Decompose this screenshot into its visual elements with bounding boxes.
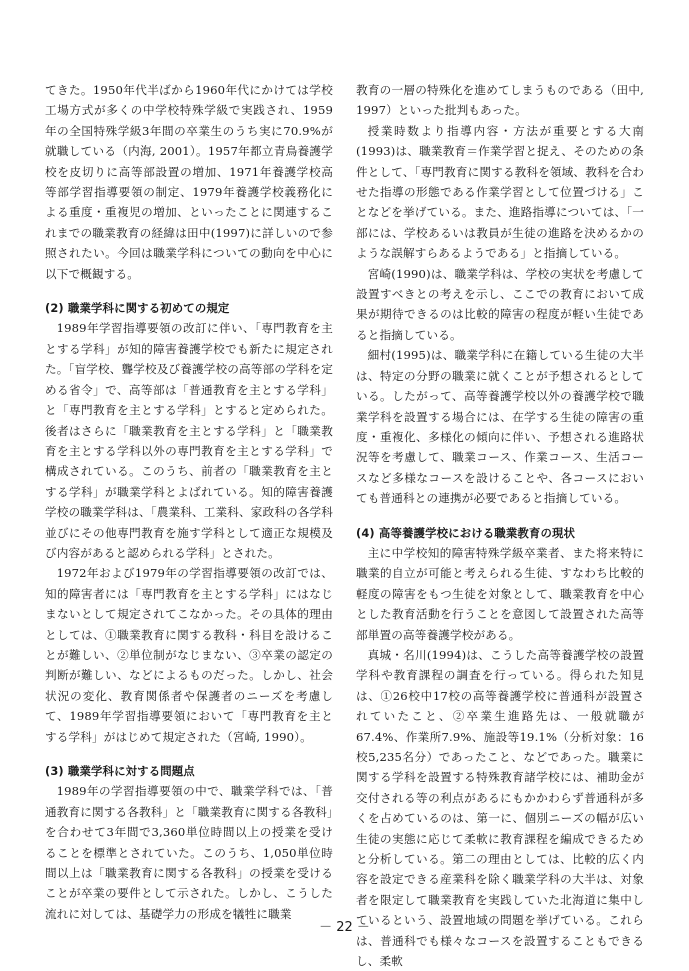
right-column	[356, 80, 644, 971]
paragraph: 1972年および1979年の学習指導要領の改訂では、知的障害者には「専門教育を主とする学科」にはなじまないとして規定されてこなかった。その具体的理由としては、①職業教育に関する教科・科目を設けることが難しい、②単位制がなじまない、③卒業の認定の判断が難しい、などによるものだった。しかし、社会状況の変化、教育関係者や保護者のニーズを考慮して、1989年学習指導要領において「専門教育を主とする学科」がはじめて規定された（宮崎, 1990）。	[45, 566, 333, 744]
paragraph: 宮崎(1990)は、職業学科は、学校の実状を考慮して設置すべきとの考えを示し、ここでの教育において成果が期待できるのは比較的障害の程度が軽い生徒であると指摘している。	[356, 266, 644, 342]
paragraph: 真城・名川(1994)は、こうした高等養護学校の設置学科や教育課程の調査を行っている。得られた知見は、①26校中17校の高等養護学校に普通科が設置されていたこと、②卒業生進路先は、一般就職が67.4%、作業所7.9%、施設等19.1%（分析対象：16校5,235名分）であったこと、などであった。職業に関する学科を設置する特殊教育諸学校には、補助金が交付される等の利点があるにもかかわらず普通科が多くを占めているのは、第一に、個別ニーズの幅が広い生徒の実態に応じて柔軟に教育課程を編成できるためと分析している。第二の理由としては、比較的広く内容を設定できる産業科を除く職業学科の大半は、対象者を限定して職業教育を実践していた北海道に集中しているという、設置地域の問題を挙げている。これらは、普通科でも様々なコースを設置することもできるし、柔軟	[356, 647, 644, 969]
page-number: － 22 －	[319, 920, 370, 935]
paragraph: 主に中学校知的障害特殊学級卒業者、また将来特に職業的自立が可能と考えられる生徒、すなわち比較的軽度の障害をもつ生徒を対象として、職業教育を中心とした教育活動を行うことを意図して設置された高等部単置の高等養護学校がある。	[356, 545, 644, 642]
paragraph: 1989年の学習指導要領の中で、職業学科では、「普通教育に関する各教科」と「職業教育に関する各教科」を合わせて3年間で3,360単位時間以上の授業を受けることを標準とされていた。このうち、1,050単位時間以上は「職業教育に関する各教科」の授業を受けることが卒業の要件として示された。しかし、こうした流れに対しては、基礎学力の形成を犠牲に職業	[45, 784, 333, 921]
section-heading: (3) 職業学科に対する問題点	[45, 764, 195, 778]
paragraph: 1989年学習指導要領の改訂に伴い、「専門教育を主とする学科」が知的障害養護学校でも新たに規定された。「盲学校、聾学校及び養護学校の高等部の学科を定める省令」で、高等部は「普通教育を主とする学科」と「専門教育を主とする学科」とすると定められた。後者はさらに「職業教育を主とする学科」と「職業教育を主とする学科以外の専門教育を主とする学科」で構成されている。このうち、前者の「職業教育を主とする学科」が職業学科とよばれている。知的障害養護学校の職業学科は、「農業科、工業科、家政科の各学科並びにその他専門教育を施す学科として適正な規模及び内容があると認められる学科」とされた。	[45, 321, 333, 560]
left-column	[45, 80, 333, 924]
paragraph: 細村(1995)は、職業学科に在籍している生徒の大半は、特定の分野の職業に就くことが予想されるとしている。したがって、高等養護学校以外の養護学校で職業学科を設置する場合には、在学する生徒の障害の重度・重複化、多様化の傾向に伴い、予想される進路状況等を考慮して、職業コース、作業コース、生活コースなど多様なコースを設けることや、各コースにおいても普通科との連携が必要であると指摘している。	[356, 348, 644, 506]
paragraph: 教育の一層の特殊化を進めてしまうものである（田中, 1997）といった批判もあった。	[356, 83, 644, 118]
paragraph: 授業時数より指導内容・方法が重要とする大南(1993)は、職業教育＝作業学習と捉え、そのための条件として、「専門教育に関する教科を領域、教科を合わせた指導の形態である作業学習として位置づける」ことなどを挙げている。また、進路指導については、「一部には、学校あるいは教員が生徒の進路を決めるかのような誤解すらあるようである」と指摘している。	[356, 123, 644, 261]
section-heading: (2) 職業学科に関する初めての規定	[45, 301, 230, 316]
section-heading: (4) 高等養護学校における職業教育の現状	[356, 525, 576, 540]
paragraph: てきた。1950年代半ばから1960年代にかけては学校工場方式が多くの中学校特殊学級で実践され、1959年の全国特殊学級3年間の卒業生のうち実に70.9%が就職している（内海, 2001）。1957年都立青鳥養護学校を皮切りに高等部設置の増加、1971年養護学校高等部学習指導要領の制定、1979年養護学校義務化による重度・重複児の増加、といったことに関連するこれまでの職業教育の経緯は田中(1997)に詳しいので参照されたい。今回は職業学科についての動向を中心に以下で概観する。	[45, 83, 333, 281]
